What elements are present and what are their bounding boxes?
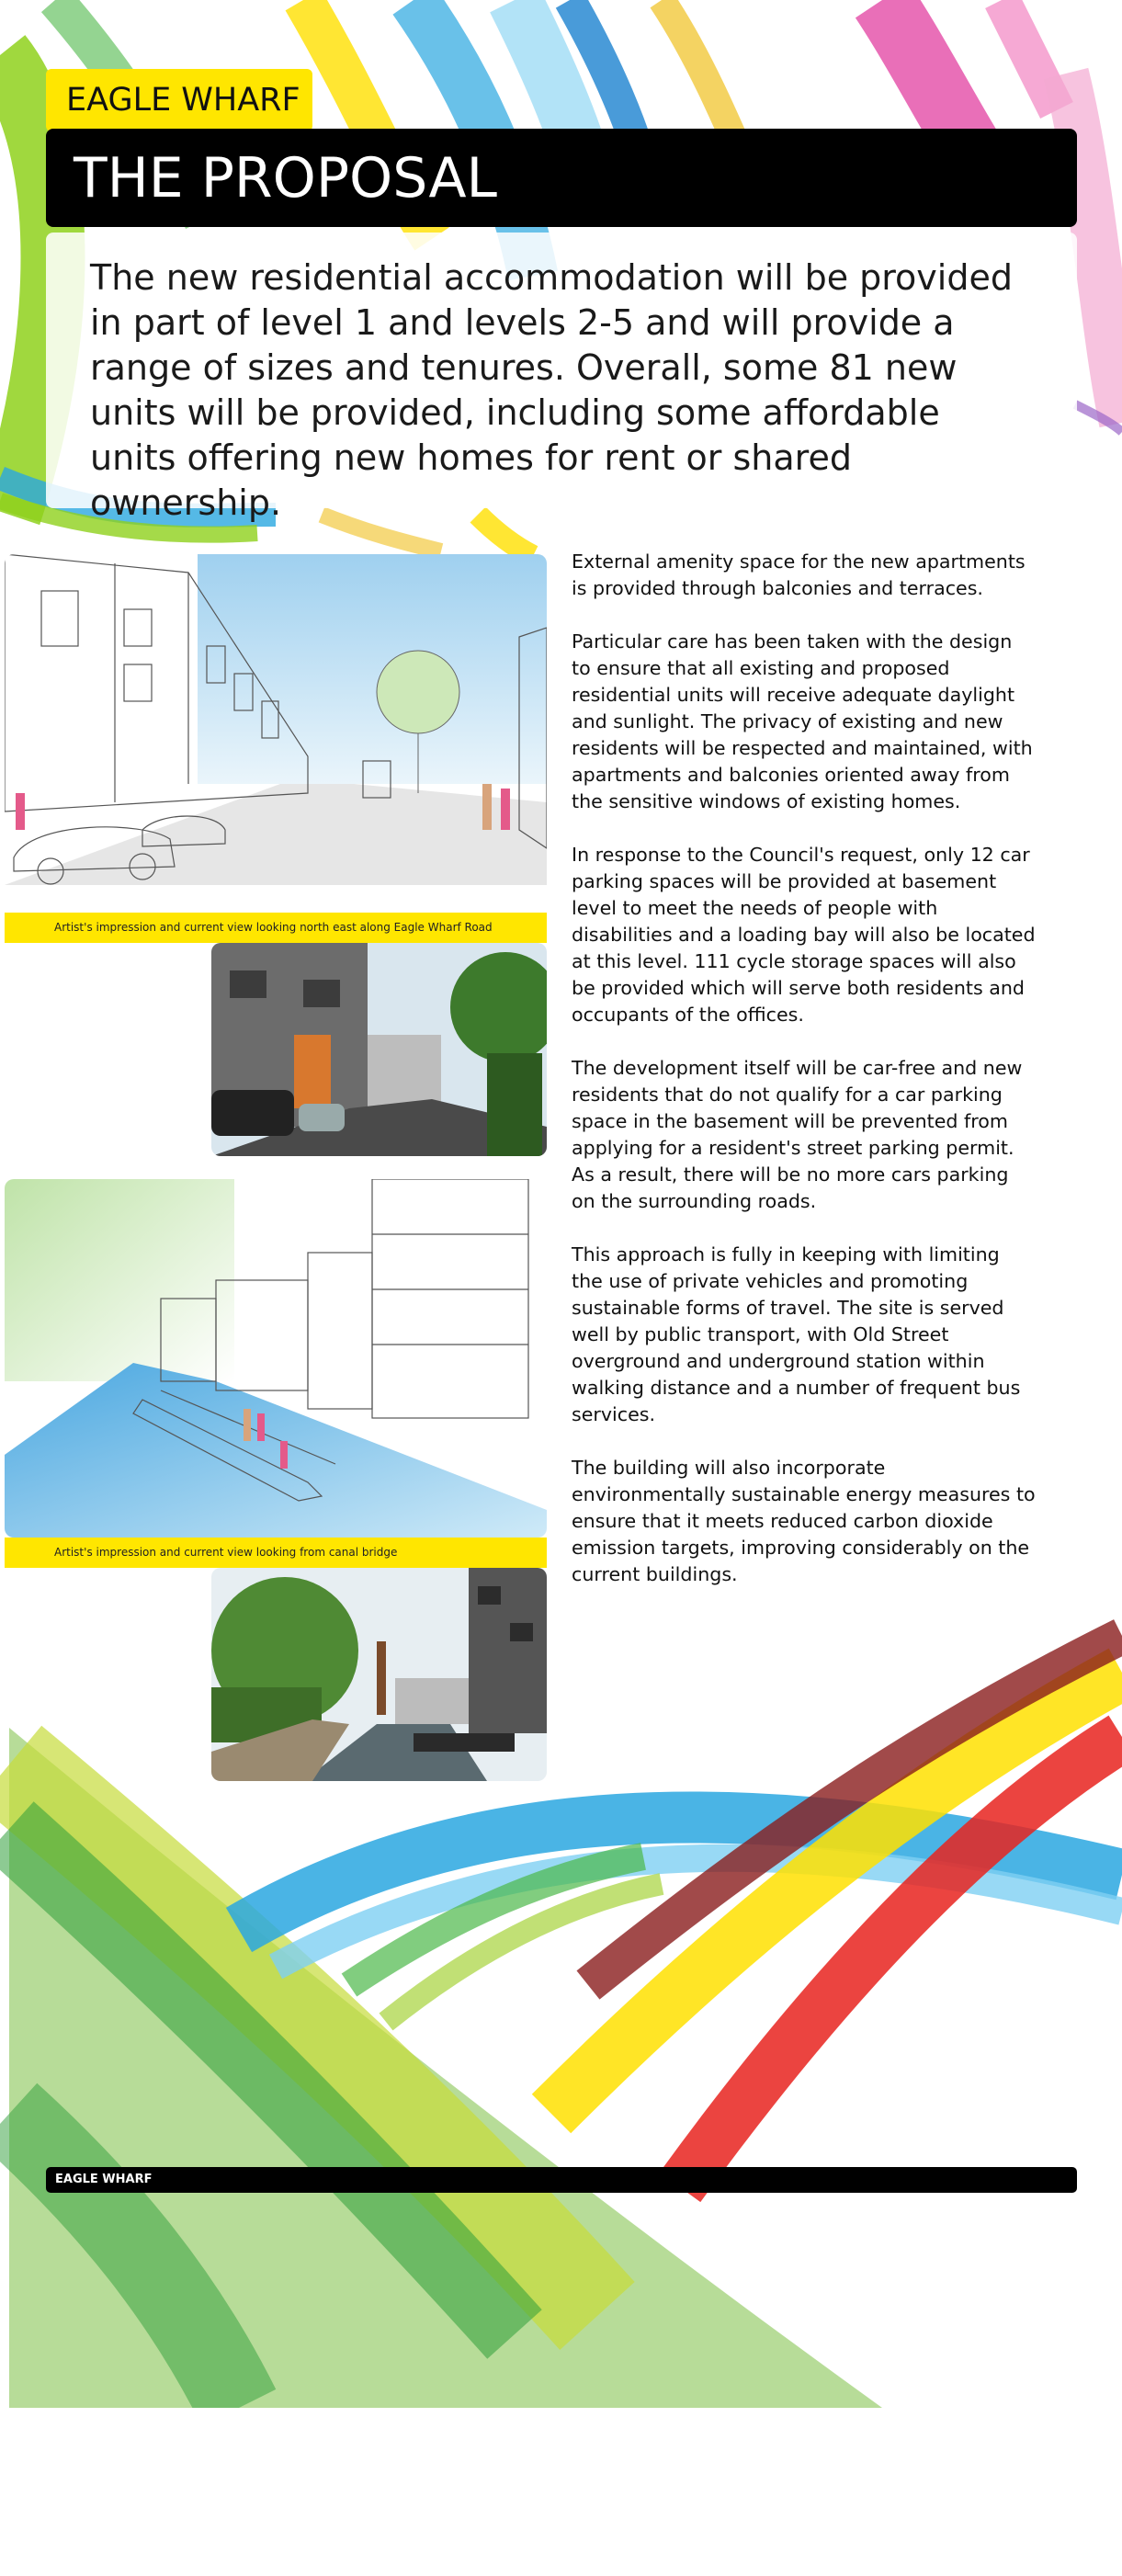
intro-text: The new residential accommodation will be provided in part of level 1 and levels 2-5 and will provide a range of sizes and tenures. Overall, some 81 new units will be provided, including some affordable units offering new homes for rent or shared ownership. <box>90 257 1013 523</box>
street-sketch-image <box>5 554 547 913</box>
decorative-ribbons-bottom <box>0 1599 1122 2408</box>
body-paragraph: In response to the Council's request, only 12 car parking spaces will be provided at basement level to meet the needs of people with disabilities and a loading bay will also be located at this level. 111 cycle storage spaces will also be provided which will serve both residents and occupants of the offices. <box>572 844 1036 1026</box>
body-paragraph: This approach is fully in keeping with limiting the use of private vehicles and promoting sustainable forms of travel. The site is served well by public transport, with Old Street overground and underground station within walking distance and a number of frequent bus services. <box>572 1243 1021 1425</box>
page-title: THE PROPOSAL <box>46 129 1077 227</box>
body-paragraph: Particular care has been taken with the design to ensure that all existing and proposed residential units will receive adequate daylight and sunlight. The privacy of existing and new residents will be respected and maintained, with apartments and balconies oriented away from the sensitive windows of existing homes. <box>572 630 1033 812</box>
body-paragraph: The development itself will be car-free and new residents that do not qualify for a car parking space in the basement will be prevented from applying for a resident's street parking permit. As a result, there will be no more cars parking on the surrounding roads. <box>572 1057 1023 1212</box>
figure-caption: Artist's impression and current view looking north east along Eagle Wharf Road <box>5 913 547 943</box>
body-paragraph: External amenity space for the new apartments is provided through balconies and terraces. <box>572 550 1026 599</box>
body-text-column <box>572 549 1036 1615</box>
street-photo-image <box>211 943 547 1156</box>
canal-sketch-image <box>5 1179 547 1538</box>
brand-tag: EAGLE WHARF <box>46 69 312 131</box>
body-paragraph: The building will also incorporate environmentally sustainable energy measures to ensure that it meets reduced carbon dioxide emission targets, improving considerably on the current buildings. <box>572 1457 1036 1585</box>
footer-bar: EAGLE WHARF <box>46 2167 1077 2193</box>
canal-photo-image <box>211 1568 547 1781</box>
figure-caption: Artist's impression and current view looking from canal bridge <box>5 1538 547 1568</box>
